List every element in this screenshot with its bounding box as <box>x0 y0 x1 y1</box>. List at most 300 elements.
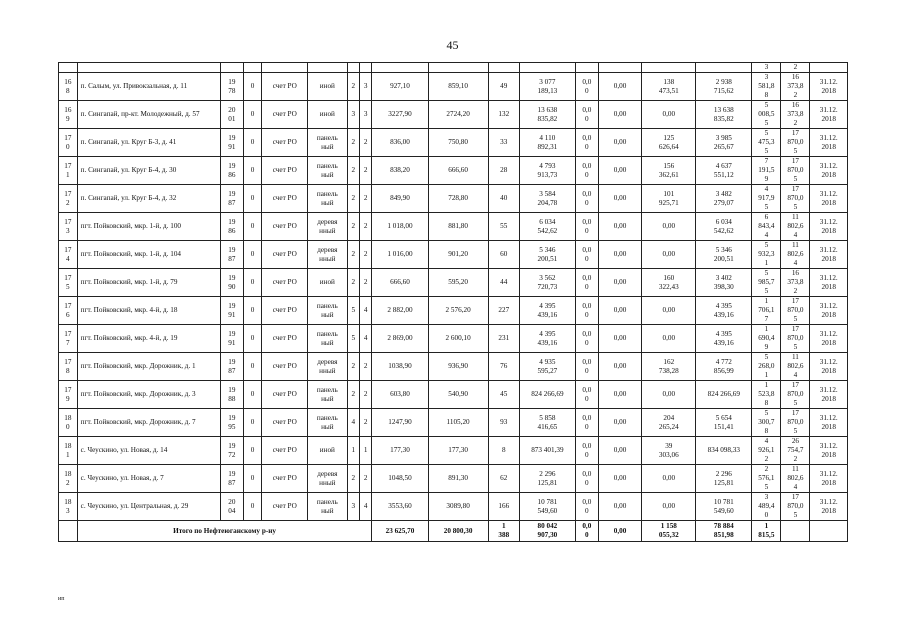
cell-people: 44 <box>488 269 519 297</box>
cell-fund: счет РО <box>262 297 308 325</box>
table-row <box>59 437 848 465</box>
cell-wall: деревя нный <box>308 353 347 381</box>
cell-c4: 4 395 439,16 <box>696 325 752 353</box>
cell-c5: 5 300,7 8 <box>752 409 781 437</box>
cell-c4: 2 296 125,81 <box>696 465 752 493</box>
cell-entr: 2 <box>360 353 372 381</box>
cell-n: 17 5 <box>59 269 78 297</box>
cell-c6: 26 754,7 2 <box>781 437 810 465</box>
cell-wall: иной <box>308 269 347 297</box>
cell-c6: 17 870,0 5 <box>781 157 810 185</box>
cell-addr: п. Сингапай, ул. Круг Б-4, д. 32 <box>77 185 220 213</box>
total-area2: 20 800,30 <box>428 521 488 542</box>
cell-area2: 750,80 <box>428 129 488 157</box>
cell-c6: 17 870,0 5 <box>781 493 810 521</box>
cell-addr: п. Сингапай, пр-кт. Молодежный, д. 57 <box>77 101 220 129</box>
cell-people: 76 <box>488 353 519 381</box>
cell-area1: 177,30 <box>372 437 428 465</box>
cell-c2: 0,00 <box>598 437 642 465</box>
cell-c4: 4 637 551,12 <box>696 157 752 185</box>
cell-area2: 177,30 <box>428 437 488 465</box>
cell-c4: 4 772 856,99 <box>696 353 752 381</box>
cell-area2: 901,20 <box>428 241 488 269</box>
cell-cost: 5 858 416,65 <box>519 409 575 437</box>
total-c4: 78 884 851,98 <box>696 521 752 542</box>
cell-fund: счет РО <box>262 325 308 353</box>
cell-entr: 2 <box>360 409 372 437</box>
cell-area1: 1038,90 <box>372 353 428 381</box>
cell-zero: 0 <box>243 409 262 437</box>
cell-fund: счет РО <box>262 353 308 381</box>
cell-c1: 0,0 0 <box>575 129 598 157</box>
cell-wall: иной <box>308 437 347 465</box>
cell-year: 19 87 <box>220 465 243 493</box>
cell-c6: 11 802,6 4 <box>781 465 810 493</box>
cell-c5: 7 191,5 9 <box>752 157 781 185</box>
cell-entr: 3 <box>360 101 372 129</box>
cell-entr: 4 <box>360 325 372 353</box>
cell-n: 17 1 <box>59 157 78 185</box>
cell-c1: 0,0 0 <box>575 157 598 185</box>
header-cell <box>77 63 220 73</box>
cell-area1: 1247,90 <box>372 409 428 437</box>
cell-people: 33 <box>488 129 519 157</box>
cell-people: 93 <box>488 409 519 437</box>
cell-n: 17 3 <box>59 213 78 241</box>
header-cell <box>262 63 308 73</box>
cell-c6: 17 870,0 5 <box>781 409 810 437</box>
cell-wall: иной <box>308 101 347 129</box>
cell-entr: 2 <box>360 241 372 269</box>
cell-c5: 4 917,9 5 <box>752 185 781 213</box>
cell-entr: 2 <box>360 465 372 493</box>
cell-area1: 603,80 <box>372 381 428 409</box>
cell-entr: 2 <box>360 185 372 213</box>
header-cell <box>598 63 642 73</box>
cell-area2: 881,80 <box>428 213 488 241</box>
cell-year: 20 04 <box>220 493 243 521</box>
cell-c1: 0,0 0 <box>575 493 598 521</box>
cell-fund: счет РО <box>262 213 308 241</box>
cell-wall: панель ный <box>308 129 347 157</box>
cell-c6: 16 373,8 2 <box>781 101 810 129</box>
header-cell: 2 <box>781 63 810 73</box>
cell-wall: панель ный <box>308 493 347 521</box>
table-row <box>59 101 848 129</box>
cell-c1: 0,0 0 <box>575 269 598 297</box>
cell-area2: 936,90 <box>428 353 488 381</box>
cell-zero: 0 <box>243 493 262 521</box>
cell-entr: 2 <box>360 129 372 157</box>
cell-year: 19 86 <box>220 213 243 241</box>
cell-addr: пгт. Пойковский, мкр. 1-й, д. 104 <box>77 241 220 269</box>
cell-c1: 0,0 0 <box>575 465 598 493</box>
cell-cost: 4 793 913,73 <box>519 157 575 185</box>
cell-floors: 2 <box>347 129 359 157</box>
cell-c4: 3 482 279,07 <box>696 185 752 213</box>
cell-floors: 2 <box>347 465 359 493</box>
cell-addr: пгт. Пойковский, мкр. 1-й, д. 100 <box>77 213 220 241</box>
page-number: 45 <box>446 38 459 52</box>
cell-date: 31.12. 2018 <box>810 241 848 269</box>
cell-entr: 2 <box>360 157 372 185</box>
cell-c5: 2 576,1 5 <box>752 465 781 493</box>
total-row <box>59 521 848 542</box>
cell-c2: 0,00 <box>598 465 642 493</box>
cell-c3: 0,00 <box>642 101 696 129</box>
cell-zero: 0 <box>243 353 262 381</box>
cell-c3: 160 322,43 <box>642 269 696 297</box>
cell-fund: счет РО <box>262 465 308 493</box>
total-cost: 80 042 907,30 <box>519 521 575 542</box>
cell-wall: панель ный <box>308 325 347 353</box>
cell-c3: 138 473,51 <box>642 73 696 101</box>
cell-n: 17 9 <box>59 381 78 409</box>
cell-year: 19 87 <box>220 353 243 381</box>
cell-c4: 5 346 200,51 <box>696 241 752 269</box>
cell-area2: 891,30 <box>428 465 488 493</box>
cell-people: 8 <box>488 437 519 465</box>
cell-area1: 838,20 <box>372 157 428 185</box>
cell-area1: 2 882,00 <box>372 297 428 325</box>
cell-date: 31.12. 2018 <box>810 185 848 213</box>
cell-entr: 2 <box>360 269 372 297</box>
cell-area2: 2 600,10 <box>428 325 488 353</box>
cell-cost: 10 781 549,60 <box>519 493 575 521</box>
cell-floors: 4 <box>347 409 359 437</box>
cell-zero: 0 <box>243 213 262 241</box>
cell-c6: 17 870,0 5 <box>781 381 810 409</box>
cell-n: 17 2 <box>59 185 78 213</box>
cell-c2: 0,00 <box>598 101 642 129</box>
cell-area1: 1 018,00 <box>372 213 428 241</box>
cell-area1: 836,00 <box>372 129 428 157</box>
footer-mark: ип <box>58 596 65 602</box>
cell-area2: 595,20 <box>428 269 488 297</box>
cell-c1: 0,0 0 <box>575 241 598 269</box>
cell-c5: 3 581,8 8 <box>752 73 781 101</box>
cell-people: 227 <box>488 297 519 325</box>
cell-c5: 3 489,4 0 <box>752 493 781 521</box>
cell-year: 19 95 <box>220 409 243 437</box>
cell-c1: 0,0 0 <box>575 101 598 129</box>
cell-entr: 4 <box>360 493 372 521</box>
cell-area1: 3227,90 <box>372 101 428 129</box>
total-empty-cell <box>59 521 78 542</box>
cell-entr: 4 <box>360 297 372 325</box>
cell-area2: 728,80 <box>428 185 488 213</box>
cell-wall: иной <box>308 73 347 101</box>
cell-c5: 5 932,3 1 <box>752 241 781 269</box>
cell-c3: 0,00 <box>642 493 696 521</box>
cell-n: 18 3 <box>59 493 78 521</box>
cell-area2: 2 576,20 <box>428 297 488 325</box>
cell-wall: деревя нный <box>308 213 347 241</box>
cell-floors: 2 <box>347 185 359 213</box>
header-cell: 3 <box>752 63 781 73</box>
cell-c2: 0,00 <box>598 409 642 437</box>
cell-c6: 17 870,0 5 <box>781 325 810 353</box>
cell-year: 19 86 <box>220 157 243 185</box>
header-cell <box>810 63 848 73</box>
cell-area1: 1048,50 <box>372 465 428 493</box>
cell-n: 17 7 <box>59 325 78 353</box>
cell-n: 16 9 <box>59 101 78 129</box>
cell-n: 17 6 <box>59 297 78 325</box>
cell-c4: 5 654 151,41 <box>696 409 752 437</box>
cell-addr: пгт. Пойковский, мкр. 1-й, д. 79 <box>77 269 220 297</box>
cell-c3: 125 626,64 <box>642 129 696 157</box>
cell-year: 19 91 <box>220 129 243 157</box>
cell-c3: 0,00 <box>642 325 696 353</box>
cell-people: 40 <box>488 185 519 213</box>
cell-c5: 5 475,3 5 <box>752 129 781 157</box>
cell-floors: 2 <box>347 213 359 241</box>
cell-area1: 927,10 <box>372 73 428 101</box>
cell-n: 17 4 <box>59 241 78 269</box>
header-cell <box>519 63 575 73</box>
cell-area1: 3553,60 <box>372 493 428 521</box>
cell-fund: счет РО <box>262 129 308 157</box>
header-cell <box>428 63 488 73</box>
cell-c2: 0,00 <box>598 269 642 297</box>
cell-c2: 0,00 <box>598 353 642 381</box>
cell-cost: 6 034 542,62 <box>519 213 575 241</box>
cell-c1: 0,0 0 <box>575 297 598 325</box>
cell-cost: 4 395 439,16 <box>519 297 575 325</box>
cell-n: 16 8 <box>59 73 78 101</box>
cell-c2: 0,00 <box>598 213 642 241</box>
cell-wall: панель ный <box>308 185 347 213</box>
cell-c4: 834 098,33 <box>696 437 752 465</box>
cell-c1: 0,0 0 <box>575 437 598 465</box>
cell-date: 31.12. 2018 <box>810 381 848 409</box>
cell-people: 132 <box>488 101 519 129</box>
cell-c6: 16 373,8 2 <box>781 73 810 101</box>
header-cell <box>642 63 696 73</box>
cell-c4: 10 781 549,60 <box>696 493 752 521</box>
table-row <box>59 157 848 185</box>
cell-c4: 2 938 715,62 <box>696 73 752 101</box>
cell-c3: 101 925,71 <box>642 185 696 213</box>
cell-addr: п. Сингапай, ул. Круг Б-4, д. 30 <box>77 157 220 185</box>
cell-n: 18 1 <box>59 437 78 465</box>
cell-c5: 5 008,5 5 <box>752 101 781 129</box>
cell-fund: счет РО <box>262 493 308 521</box>
cell-cost: 873 401,39 <box>519 437 575 465</box>
cell-date: 31.12. 2018 <box>810 493 848 521</box>
cell-fund: счет РО <box>262 269 308 297</box>
cell-floors: 5 <box>347 297 359 325</box>
cell-area1: 666,60 <box>372 269 428 297</box>
cell-people: 62 <box>488 465 519 493</box>
cell-date: 31.12. 2018 <box>810 73 848 101</box>
cell-c2: 0,00 <box>598 493 642 521</box>
cell-zero: 0 <box>243 101 262 129</box>
cell-addr: пгт. Пойковский, мкр. Дорожник, д. 1 <box>77 353 220 381</box>
total-area1: 23 625,70 <box>372 521 428 542</box>
table-row <box>59 409 848 437</box>
cell-zero: 0 <box>243 437 262 465</box>
cell-fund: счет РО <box>262 437 308 465</box>
housing-repair-table <box>58 62 848 542</box>
cell-c5: 1 523,8 8 <box>752 381 781 409</box>
cell-cost: 5 346 200,51 <box>519 241 575 269</box>
header-cell <box>308 63 347 73</box>
total-empty-cell <box>810 521 848 542</box>
cell-floors: 2 <box>347 269 359 297</box>
cell-zero: 0 <box>243 73 262 101</box>
cell-entr: 2 <box>360 381 372 409</box>
cell-year: 19 72 <box>220 437 243 465</box>
cell-c2: 0,00 <box>598 157 642 185</box>
cell-c4: 6 034 542,62 <box>696 213 752 241</box>
cell-fund: счет РО <box>262 101 308 129</box>
cell-c5: 4 926,1 2 <box>752 437 781 465</box>
cell-people: 55 <box>488 213 519 241</box>
header-cell <box>575 63 598 73</box>
cell-cost: 3 562 720,73 <box>519 269 575 297</box>
table-row <box>59 381 848 409</box>
cell-cost: 4 110 892,31 <box>519 129 575 157</box>
table-row <box>59 353 848 381</box>
cell-date: 31.12. 2018 <box>810 213 848 241</box>
cell-floors: 2 <box>347 353 359 381</box>
cell-floors: 3 <box>347 101 359 129</box>
cell-date: 31.12. 2018 <box>810 157 848 185</box>
cell-c4: 13 638 835,82 <box>696 101 752 129</box>
cell-c6: 17 870,0 5 <box>781 185 810 213</box>
cell-wall: панель ный <box>308 409 347 437</box>
cell-n: 18 2 <box>59 465 78 493</box>
cell-entr: 3 <box>360 73 372 101</box>
cell-area2: 666,60 <box>428 157 488 185</box>
table-row <box>59 465 848 493</box>
cell-c4: 824 266,69 <box>696 381 752 409</box>
header-cell <box>59 63 78 73</box>
header-cell <box>372 63 428 73</box>
cell-c3: 204 265,24 <box>642 409 696 437</box>
cell-addr: с. Чеускино, ул. Центральная, д. 29 <box>77 493 220 521</box>
cell-c3: 0,00 <box>642 381 696 409</box>
cell-n: 18 0 <box>59 409 78 437</box>
table-row <box>59 493 848 521</box>
cell-cost: 3 584 204,78 <box>519 185 575 213</box>
cell-people: 28 <box>488 157 519 185</box>
cell-c1: 0,0 0 <box>575 409 598 437</box>
total-people: 1 388 <box>488 521 519 542</box>
cell-c6: 17 870,0 5 <box>781 297 810 325</box>
cell-addr: пгт. Пойковский, мкр. Дорожник, д. 7 <box>77 409 220 437</box>
cell-c6: 11 802,6 4 <box>781 353 810 381</box>
cell-date: 31.12. 2018 <box>810 437 848 465</box>
cell-cost: 4 395 439,16 <box>519 325 575 353</box>
cell-c3: 0,00 <box>642 465 696 493</box>
cell-fund: счет РО <box>262 241 308 269</box>
cell-n: 17 0 <box>59 129 78 157</box>
cell-c6: 11 802,6 4 <box>781 241 810 269</box>
header-cell <box>243 63 262 73</box>
cell-zero: 0 <box>243 297 262 325</box>
cell-c3: 0,00 <box>642 241 696 269</box>
cell-cost: 2 296 125,81 <box>519 465 575 493</box>
cell-date: 31.12. 2018 <box>810 465 848 493</box>
cell-cost: 824 266,69 <box>519 381 575 409</box>
cell-c1: 0,0 0 <box>575 185 598 213</box>
table-row <box>59 325 848 353</box>
header-cell <box>347 63 359 73</box>
total-label: Итого по Нефтеюганскому р-ну <box>77 521 372 542</box>
table-row <box>59 213 848 241</box>
cell-area2: 540,90 <box>428 381 488 409</box>
cell-c1: 0,0 0 <box>575 381 598 409</box>
cell-entr: 1 <box>360 437 372 465</box>
cell-c2: 0,00 <box>598 297 642 325</box>
cell-date: 31.12. 2018 <box>810 325 848 353</box>
cell-cost: 13 638 835,82 <box>519 101 575 129</box>
cell-zero: 0 <box>243 241 262 269</box>
cell-date: 31.12. 2018 <box>810 269 848 297</box>
total-c2: 0,00 <box>598 521 642 542</box>
header-cell <box>220 63 243 73</box>
cell-year: 20 01 <box>220 101 243 129</box>
cell-c4: 3 985 265,67 <box>696 129 752 157</box>
cell-c2: 0,00 <box>598 381 642 409</box>
table-row <box>59 73 848 101</box>
cell-addr: п. Сингапай, ул. Круг Б-3, д. 41 <box>77 129 220 157</box>
cell-floors: 2 <box>347 381 359 409</box>
cell-area2: 1105,20 <box>428 409 488 437</box>
cell-c2: 0,00 <box>598 73 642 101</box>
total-c3: 1 158 055,32 <box>642 521 696 542</box>
cell-c5: 5 985,7 5 <box>752 269 781 297</box>
cell-year: 19 78 <box>220 73 243 101</box>
cell-entr: 2 <box>360 213 372 241</box>
cell-c2: 0,00 <box>598 241 642 269</box>
cell-c5: 1 690,4 9 <box>752 325 781 353</box>
cell-c2: 0,00 <box>598 185 642 213</box>
cell-zero: 0 <box>243 381 262 409</box>
cell-zero: 0 <box>243 465 262 493</box>
table-row <box>59 185 848 213</box>
cell-area2: 2724,20 <box>428 101 488 129</box>
cell-c1: 0,0 0 <box>575 73 598 101</box>
cell-c1: 0,0 0 <box>575 213 598 241</box>
table-row <box>59 269 848 297</box>
cell-year: 19 87 <box>220 241 243 269</box>
total-empty-cell <box>781 521 810 542</box>
cell-year: 19 87 <box>220 185 243 213</box>
cell-floors: 2 <box>347 73 359 101</box>
cell-floors: 5 <box>347 325 359 353</box>
cell-cost: 4 935 595,27 <box>519 353 575 381</box>
cell-wall: панель ный <box>308 297 347 325</box>
cell-wall: панель ный <box>308 381 347 409</box>
cell-zero: 0 <box>243 269 262 297</box>
cell-addr: с. Чеускино, ул. Новая, д. 14 <box>77 437 220 465</box>
cell-year: 19 91 <box>220 297 243 325</box>
cell-people: 166 <box>488 493 519 521</box>
header-remnant-row <box>59 63 848 73</box>
cell-c4: 4 395 439,16 <box>696 297 752 325</box>
cell-date: 31.12. 2018 <box>810 297 848 325</box>
cell-area2: 3089,80 <box>428 493 488 521</box>
cell-c3: 39 303,06 <box>642 437 696 465</box>
cell-c5: 5 268,0 1 <box>752 353 781 381</box>
cell-area1: 2 869,00 <box>372 325 428 353</box>
cell-c4: 3 402 398,30 <box>696 269 752 297</box>
cell-c3: 156 362,61 <box>642 157 696 185</box>
